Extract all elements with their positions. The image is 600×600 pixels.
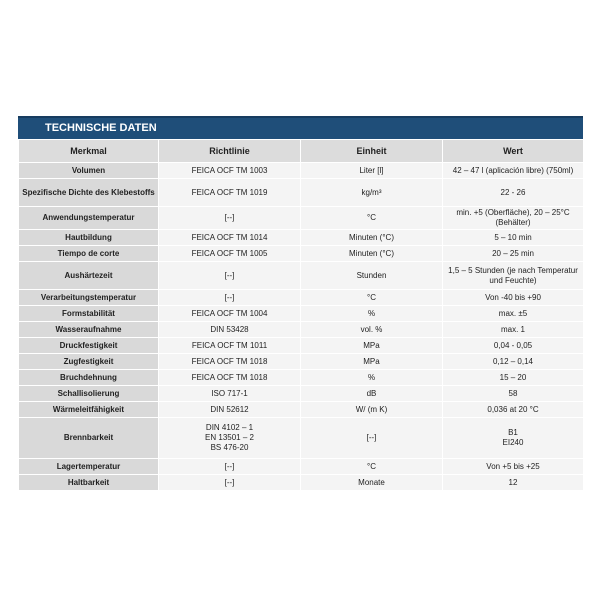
cell-merkmal: Haltbarkeit xyxy=(19,475,159,491)
cell-einheit: Minuten (°C) xyxy=(301,230,443,246)
technical-data-table xyxy=(18,139,584,491)
cell-wert: min. +5 (Oberfläche), 20 – 25°C (Behälter) xyxy=(443,207,584,230)
cell-merkmal: Tiempo de corte xyxy=(19,246,159,262)
cell-merkmal: Wasseraufnahme xyxy=(19,322,159,338)
table-row xyxy=(19,354,584,370)
cell-wert: B1 EI240 xyxy=(443,418,584,459)
header-einheit: Einheit xyxy=(301,140,443,163)
cell-einheit: °C xyxy=(301,459,443,475)
cell-richtlinie: FEICA OCF TM 1011 xyxy=(159,338,301,354)
cell-merkmal: Bruchdehnung xyxy=(19,370,159,386)
cell-einheit: % xyxy=(301,370,443,386)
table-row xyxy=(19,459,584,475)
section-title: TECHNISCHE DATEN xyxy=(18,116,583,139)
cell-einheit: kg/m³ xyxy=(301,179,443,207)
cell-merkmal: Anwendungstemperatur xyxy=(19,207,159,230)
cell-wert: 5 – 10 min xyxy=(443,230,584,246)
cell-merkmal: Hautbildung xyxy=(19,230,159,246)
table-row xyxy=(19,262,584,290)
cell-richtlinie: [--] xyxy=(159,475,301,491)
cell-wert: Von +5 bis +25 xyxy=(443,459,584,475)
cell-richtlinie: DIN 4102 – 1 EN 13501 – 2 BS 476-20 xyxy=(159,418,301,459)
cell-richtlinie: FEICA OCF TM 1018 xyxy=(159,370,301,386)
table-row xyxy=(19,402,584,418)
cell-wert: 0,04 - 0,05 xyxy=(443,338,584,354)
table-row xyxy=(19,179,584,207)
cell-wert: 12 xyxy=(443,475,584,491)
header-wert: Wert xyxy=(443,140,584,163)
cell-wert: 42 – 47 l (aplicación libre) (750ml) xyxy=(443,163,584,179)
cell-einheit: °C xyxy=(301,290,443,306)
cell-einheit: [--] xyxy=(301,418,443,459)
table-row xyxy=(19,322,584,338)
header-merkmal: Merkmal xyxy=(19,140,159,163)
table-row xyxy=(19,207,584,230)
cell-wert: 0,12 – 0,14 xyxy=(443,354,584,370)
cell-richtlinie: FEICA OCF TM 1019 xyxy=(159,179,301,207)
cell-richtlinie: FEICA OCF TM 1005 xyxy=(159,246,301,262)
cell-wert: 58 xyxy=(443,386,584,402)
header-row xyxy=(19,140,584,163)
cell-merkmal: Spezifische Dichte des Klebestoffs xyxy=(19,179,159,207)
table-row xyxy=(19,246,584,262)
cell-wert: 20 – 25 min xyxy=(443,246,584,262)
cell-einheit: vol. % xyxy=(301,322,443,338)
cell-wert: 0,036 at 20 °C xyxy=(443,402,584,418)
cell-einheit: °C xyxy=(301,207,443,230)
cell-richtlinie: DIN 53428 xyxy=(159,322,301,338)
cell-einheit: Minuten (°C) xyxy=(301,246,443,262)
cell-einheit: Stunden xyxy=(301,262,443,290)
cell-wert: 22 - 26 xyxy=(443,179,584,207)
cell-richtlinie: [--] xyxy=(159,290,301,306)
cell-richtlinie: FEICA OCF TM 1014 xyxy=(159,230,301,246)
cell-einheit: W/ (m K) xyxy=(301,402,443,418)
cell-merkmal: Verarbeitungstemperatur xyxy=(19,290,159,306)
cell-richtlinie: DIN 52612 xyxy=(159,402,301,418)
cell-einheit: MPa xyxy=(301,338,443,354)
table-row xyxy=(19,338,584,354)
table-row xyxy=(19,163,584,179)
cell-wert: 1,5 – 5 Stunden (je nach Temperatur und Feuchte) xyxy=(443,262,584,290)
table-row xyxy=(19,306,584,322)
cell-richtlinie: [--] xyxy=(159,262,301,290)
table-row xyxy=(19,418,584,459)
cell-richtlinie: FEICA OCF TM 1003 xyxy=(159,163,301,179)
cell-einheit: % xyxy=(301,306,443,322)
cell-wert: max. 1 xyxy=(443,322,584,338)
cell-richtlinie: FEICA OCF TM 1004 xyxy=(159,306,301,322)
cell-richtlinie: FEICA OCF TM 1018 xyxy=(159,354,301,370)
cell-merkmal: Wärmeleitfähigkeit xyxy=(19,402,159,418)
cell-einheit: Liter [l] xyxy=(301,163,443,179)
table-row xyxy=(19,290,584,306)
header-richtlinie: Richtlinie xyxy=(159,140,301,163)
technical-data-sheet xyxy=(18,116,583,491)
cell-einheit: dB xyxy=(301,386,443,402)
cell-merkmal: Brennbarkeit xyxy=(19,418,159,459)
table-row xyxy=(19,230,584,246)
cell-richtlinie: [--] xyxy=(159,207,301,230)
cell-merkmal: Formstabilität xyxy=(19,306,159,322)
table-row xyxy=(19,475,584,491)
table-row xyxy=(19,386,584,402)
cell-merkmal: Volumen xyxy=(19,163,159,179)
cell-merkmal: Aushärtezeit xyxy=(19,262,159,290)
cell-wert: 15 – 20 xyxy=(443,370,584,386)
table-row xyxy=(19,370,584,386)
cell-einheit: MPa xyxy=(301,354,443,370)
cell-wert: max. ±5 xyxy=(443,306,584,322)
cell-merkmal: Zugfestigkeit xyxy=(19,354,159,370)
cell-merkmal: Lagertemperatur xyxy=(19,459,159,475)
cell-wert: Von -40 bis +90 xyxy=(443,290,584,306)
cell-merkmal: Druckfestigkeit xyxy=(19,338,159,354)
cell-richtlinie: ISO 717-1 xyxy=(159,386,301,402)
cell-merkmal: Schallisolierung xyxy=(19,386,159,402)
cell-richtlinie: [--] xyxy=(159,459,301,475)
cell-einheit: Monate xyxy=(301,475,443,491)
